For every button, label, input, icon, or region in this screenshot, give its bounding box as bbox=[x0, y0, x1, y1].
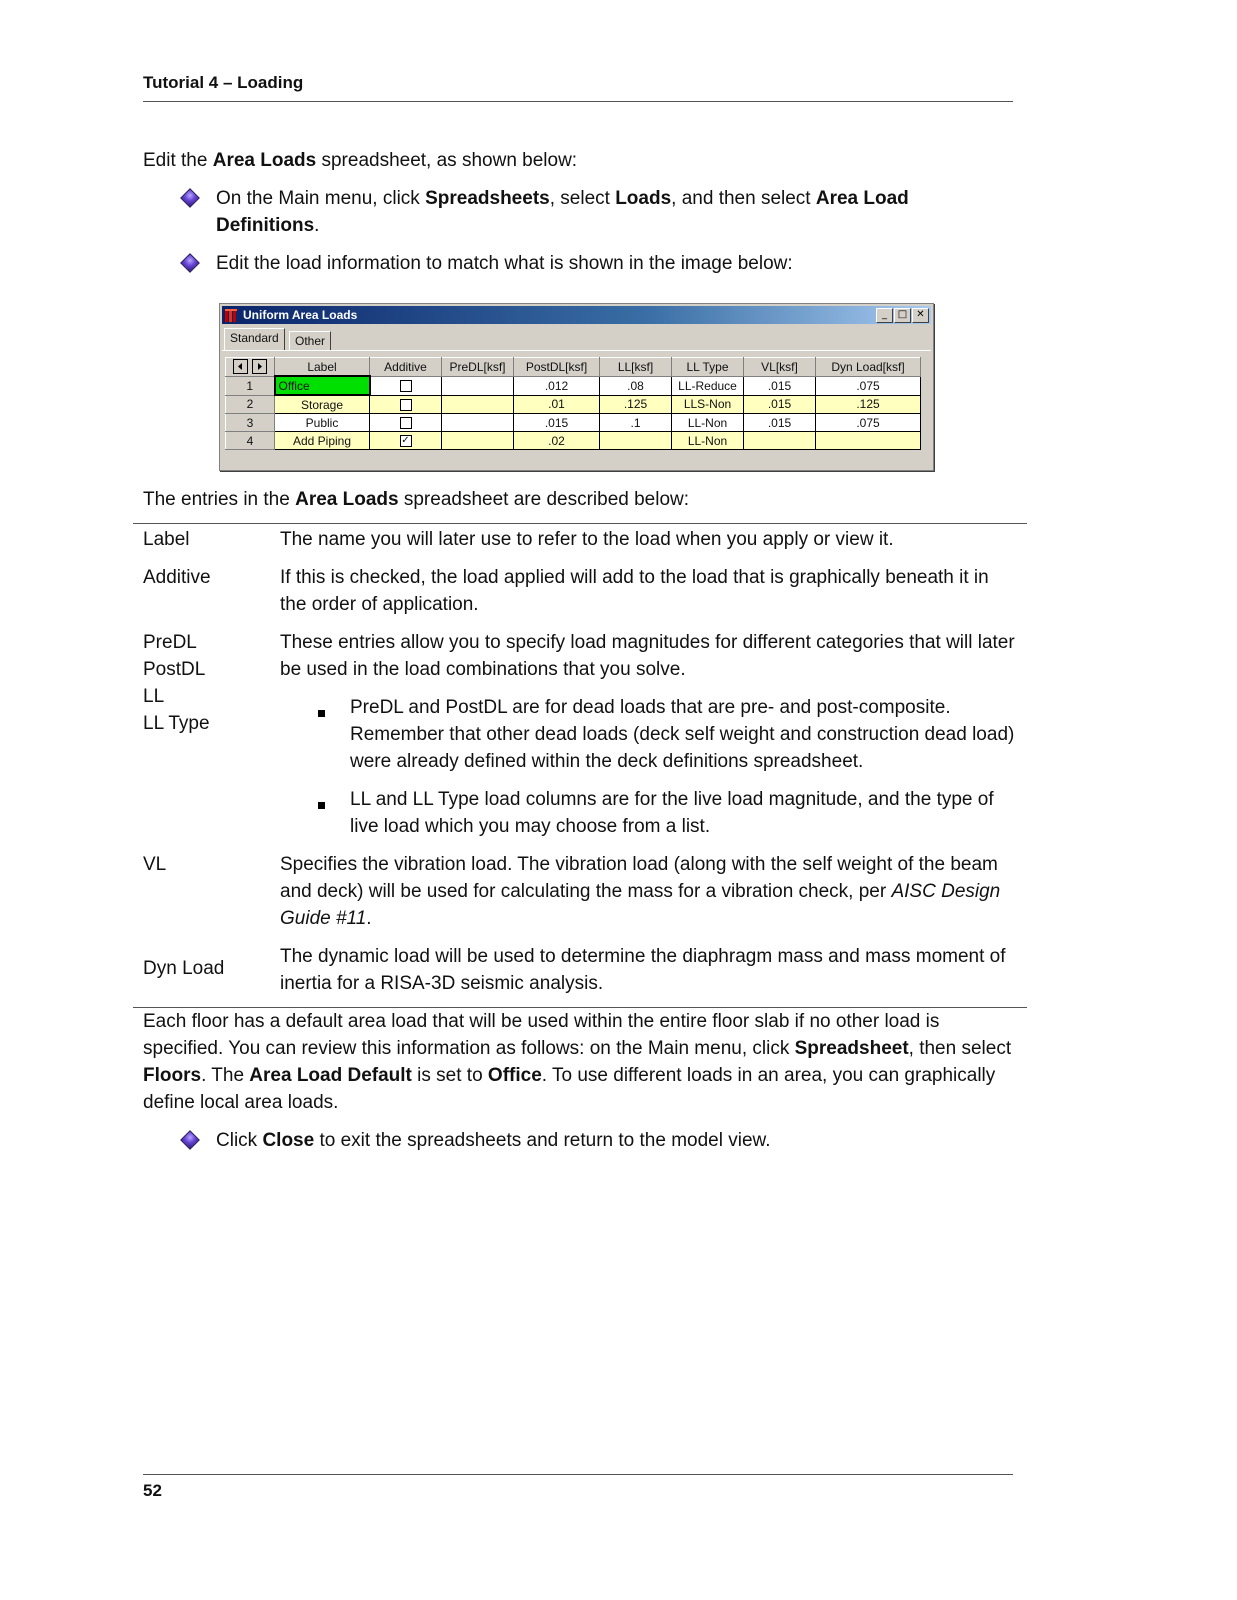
term-vl: VL bbox=[143, 854, 167, 875]
floor-default-paragraph: Each floor has a default area load that will be used within the entire floor slab if no other load is specified. You can review this information as follows: on the Main menu, click Spreadsheet, then select Floors. The Area Load Default is set to Office. To use different loads in an area, you can graphically define local area loads. bbox=[143, 1011, 1012, 1113]
col-header-postdl[interactable]: PostDL[ksf] bbox=[514, 358, 600, 377]
bullet-edit-instruction: Edit the load information to match what is shown in the image below: bbox=[216, 253, 793, 274]
cell-predl[interactable] bbox=[442, 432, 514, 450]
bullet-menu-instruction: On the Main menu, click Spreadsheets, select Loads, and then select Area Load Definitions. bbox=[216, 188, 909, 236]
additive-checkbox[interactable] bbox=[400, 417, 412, 429]
desc-loads-sub1: PreDL and PostDL are for dead loads that are pre- and post-composite. Remember that other dead loads (deck self weight and construction dead load) were already defined within the deck definitions spreadsheet. bbox=[350, 697, 1015, 772]
table-row bbox=[226, 414, 921, 432]
cell-ll[interactable]: .08 bbox=[600, 376, 672, 395]
cell-dynload[interactable] bbox=[816, 432, 921, 450]
tab-standard[interactable]: Standard bbox=[224, 328, 285, 351]
close-button[interactable]: ✕ bbox=[912, 308, 929, 323]
header-rule bbox=[143, 101, 1013, 102]
square-bullet-icon bbox=[318, 802, 325, 809]
cell-lltype[interactable]: LL-Reduce bbox=[672, 376, 744, 395]
page-number: 52 bbox=[143, 1481, 162, 1500]
cell-postdl[interactable]: .01 bbox=[514, 395, 600, 414]
cell-dynload[interactable]: .075 bbox=[816, 414, 921, 432]
desc-label: The name you will later use to refer to the load when you apply or view it. bbox=[280, 529, 894, 550]
term-lltype: LL Type bbox=[143, 713, 210, 734]
desc-vl: Specifies the vibration load. The vibration load (along with the self weight of the beam and deck) will be used for calculating the mass for a vibration check, per AISC Design Guide #11. bbox=[280, 854, 1001, 929]
title-bar bbox=[222, 306, 931, 324]
term-predl: PreDL bbox=[143, 632, 197, 653]
cell-additive[interactable] bbox=[370, 395, 442, 414]
term-dynload: Dyn Load bbox=[143, 958, 225, 979]
col-header-vl[interactable]: VL[ksf] bbox=[744, 358, 816, 377]
cell-postdl[interactable]: .015 bbox=[514, 414, 600, 432]
close-instruction: Click Close to exit the spreadsheets and return to the model view. bbox=[216, 1130, 771, 1151]
cell-lltype[interactable]: LL-Non bbox=[672, 432, 744, 450]
col-header-predl[interactable]: PreDL[ksf] bbox=[442, 358, 514, 377]
bullet-diamond-icon bbox=[180, 1130, 200, 1150]
cell-vl[interactable]: .015 bbox=[744, 376, 816, 395]
bullet-diamond-icon bbox=[180, 253, 200, 273]
term-label: Label bbox=[143, 529, 190, 550]
desc-loads-sub2: LL and LL Type load columns are for the live load magnitude, and the type of live load which you may choose from a list. bbox=[350, 789, 994, 837]
definitions-top-rule bbox=[133, 523, 1027, 524]
bullet-diamond-icon bbox=[180, 188, 200, 208]
col-header-additive[interactable]: Additive bbox=[370, 358, 442, 377]
cell-dynload[interactable]: .075 bbox=[816, 376, 921, 395]
cell-ll[interactable] bbox=[600, 432, 672, 450]
square-bullet-icon bbox=[318, 710, 325, 717]
desc-dynload: The dynamic load will be used to determine the diaphragm mass and mass moment of inertia for a RISA-3D seismic analysis. bbox=[280, 946, 1006, 994]
col-header-lltype[interactable]: LL Type bbox=[672, 358, 744, 377]
app-icon bbox=[225, 308, 239, 322]
area-loads-grid bbox=[225, 357, 921, 450]
cell-ll[interactable]: .125 bbox=[600, 395, 672, 414]
additive-checkbox[interactable] bbox=[400, 399, 412, 411]
cell-label[interactable]: Office bbox=[275, 376, 370, 395]
table-row bbox=[226, 376, 921, 395]
col-header-dynload[interactable]: Dyn Load[ksf] bbox=[816, 358, 921, 377]
window-title: Uniform Area Loads bbox=[243, 308, 358, 322]
cell-postdl[interactable]: .012 bbox=[514, 376, 600, 395]
desc-loads: These entries allow you to specify load magnitudes for different categories that will later be used in the load combinations that you solve. bbox=[280, 632, 1015, 680]
row-number[interactable]: 1 bbox=[226, 376, 275, 395]
cell-additive[interactable] bbox=[370, 376, 442, 395]
cell-vl[interactable] bbox=[744, 432, 816, 450]
cell-label[interactable]: Public bbox=[275, 414, 370, 432]
cell-lltype[interactable]: LLS-Non bbox=[672, 395, 744, 414]
term-additive: Additive bbox=[143, 567, 211, 588]
cell-postdl[interactable]: .02 bbox=[514, 432, 600, 450]
table-row bbox=[226, 432, 921, 450]
cell-label[interactable]: Add Piping bbox=[275, 432, 370, 450]
cell-predl[interactable] bbox=[442, 395, 514, 414]
cell-predl[interactable] bbox=[442, 414, 514, 432]
prev-row-button[interactable] bbox=[233, 359, 248, 374]
col-header-ll[interactable]: LL[ksf] bbox=[600, 358, 672, 377]
additive-checkbox[interactable] bbox=[400, 380, 412, 392]
desc-additive: If this is checked, the load applied will add to the load that is graphically beneath it in the order of application. bbox=[280, 567, 989, 615]
cell-label[interactable]: Storage bbox=[275, 395, 370, 414]
page-header: Tutorial 4 – Loading bbox=[143, 73, 304, 92]
term-postdl: PostDL bbox=[143, 659, 206, 680]
table-row bbox=[226, 395, 921, 414]
term-ll: LL bbox=[143, 686, 165, 707]
cell-additive[interactable] bbox=[370, 414, 442, 432]
intro-line: Edit the Area Loads spreadsheet, as shown below: bbox=[143, 150, 578, 171]
tab-other[interactable]: Other bbox=[289, 331, 331, 351]
cell-dynload[interactable]: .125 bbox=[816, 395, 921, 414]
cell-vl[interactable]: .015 bbox=[744, 414, 816, 432]
cell-vl[interactable]: .015 bbox=[744, 395, 816, 414]
additive-checkbox[interactable]: ✓ bbox=[401, 435, 410, 447]
cell-additive[interactable] bbox=[370, 432, 442, 450]
next-row-button[interactable] bbox=[252, 359, 267, 374]
entries-intro: The entries in the Area Loads spreadsheet are described below: bbox=[143, 489, 690, 510]
uniform-area-loads-window bbox=[219, 303, 934, 471]
row-nav-header bbox=[226, 358, 275, 377]
row-number[interactable]: 4 bbox=[226, 432, 275, 450]
row-number[interactable]: 3 bbox=[226, 414, 275, 432]
col-header-label[interactable]: Label bbox=[275, 358, 370, 377]
cell-predl[interactable] bbox=[442, 376, 514, 395]
cell-lltype[interactable]: LL-Non bbox=[672, 414, 744, 432]
row-number[interactable]: 2 bbox=[226, 395, 275, 414]
footer-rule bbox=[143, 1474, 1013, 1475]
minimize-button[interactable]: _ bbox=[876, 308, 893, 323]
maximize-button[interactable]: □ bbox=[894, 308, 911, 323]
cell-ll[interactable]: .1 bbox=[600, 414, 672, 432]
